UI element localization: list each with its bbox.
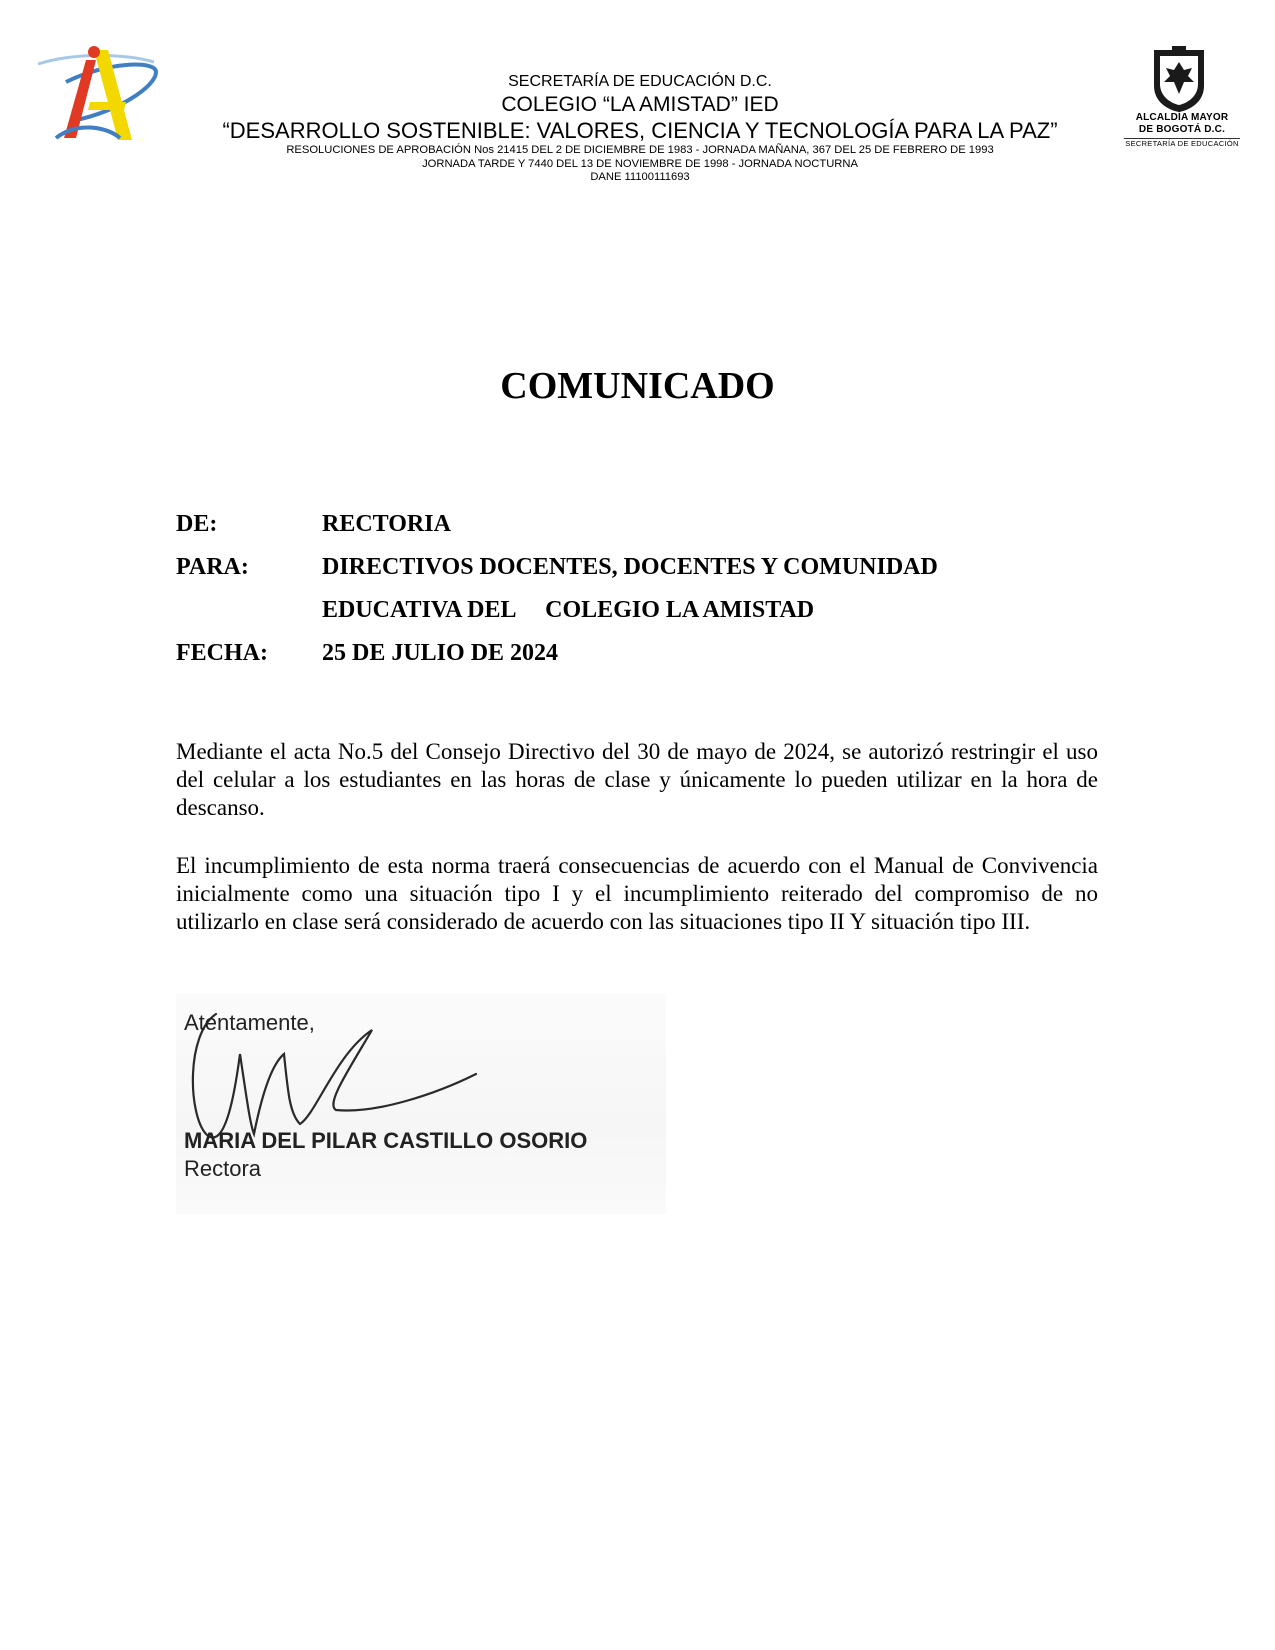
school-logo-icon <box>36 42 166 154</box>
secretaria-subline: SECRETARÍA DE EDUCACIÓN <box>1125 139 1239 148</box>
de-value: RECTORIA <box>322 511 451 537</box>
bogota-line: DE BOGOTÁ D.C. <box>1138 124 1226 135</box>
para-value-line-2: EDUCATIVA DEL COLEGIO LA AMISTAD <box>322 597 815 623</box>
school-logo <box>36 42 166 154</box>
body-paragraph-2: El incumplimiento de esta norma traerá consecuencias de acuerdo con el Manual de Convivencia inicialmente como una situación tipo I y el incumplimiento reiterado del compromiso de no utilizarlo en clase será considerado de acuerdo con las situaciones tipo II Y situación tipo III. <box>176 853 1098 934</box>
closing-text: Atentamente, <box>184 1010 315 1035</box>
resolution-line-1: RESOLUCIONES DE APROBACIÓN Nos 21415 DEL 2 DE DICIEMBRE DE 1983 - JORNADA MAÑANA, 367 DEL 25 DE FEBRERO DE 1993 <box>286 144 994 156</box>
secretaria-line: SECRETARÍA DE EDUCACIÓN D.C. <box>508 73 772 90</box>
body-paragraph-1: Mediante el acta No.5 del Consejo Directivo del 30 de mayo de 2024, se autorizó restringir el uso del celular a los estudiantes en las horas de clase y únicamente lo pueden utilizar en la hora de descanso. <box>176 739 1098 820</box>
fecha-value: 25 DE JULIO DE 2024 <box>322 640 559 666</box>
signer-role: Rectora <box>184 1156 262 1181</box>
bogota-logo <box>1118 44 1246 150</box>
fecha-label: FECHA: <box>176 640 268 666</box>
signer-name: MARIA DEL PILAR CASTILLO OSORIO <box>184 1128 588 1153</box>
coat-of-arms-icon <box>1150 46 1208 114</box>
dane-code: DANE 11100111693 <box>590 171 690 183</box>
para-label: PARA: <box>176 554 249 580</box>
resolution-line-2: JORNADA TARDE Y 7440 DEL 13 DE NOVIEMBRE DE 1998 - JORNADA NOCTURNA <box>422 157 858 170</box>
de-label: DE: <box>176 511 218 537</box>
para-value-line-1: DIRECTIVOS DOCENTES, DOCENTES Y COMUNIDAD <box>322 554 938 580</box>
letterhead <box>180 72 1100 185</box>
alcaldia-line: ALCALDÍA MAYOR <box>1135 112 1229 123</box>
document-title: COMUNICADO <box>500 365 775 407</box>
school-name: COLEGIO “LA AMISTAD” IED <box>501 93 779 116</box>
body <box>176 738 1098 966</box>
school-motto: “DESARROLLO SOSTENIBLE: VALORES, CIENCIA Y TECNOLOGÍA PARA LA PAZ” <box>222 118 1058 143</box>
signature-block <box>176 994 666 1214</box>
